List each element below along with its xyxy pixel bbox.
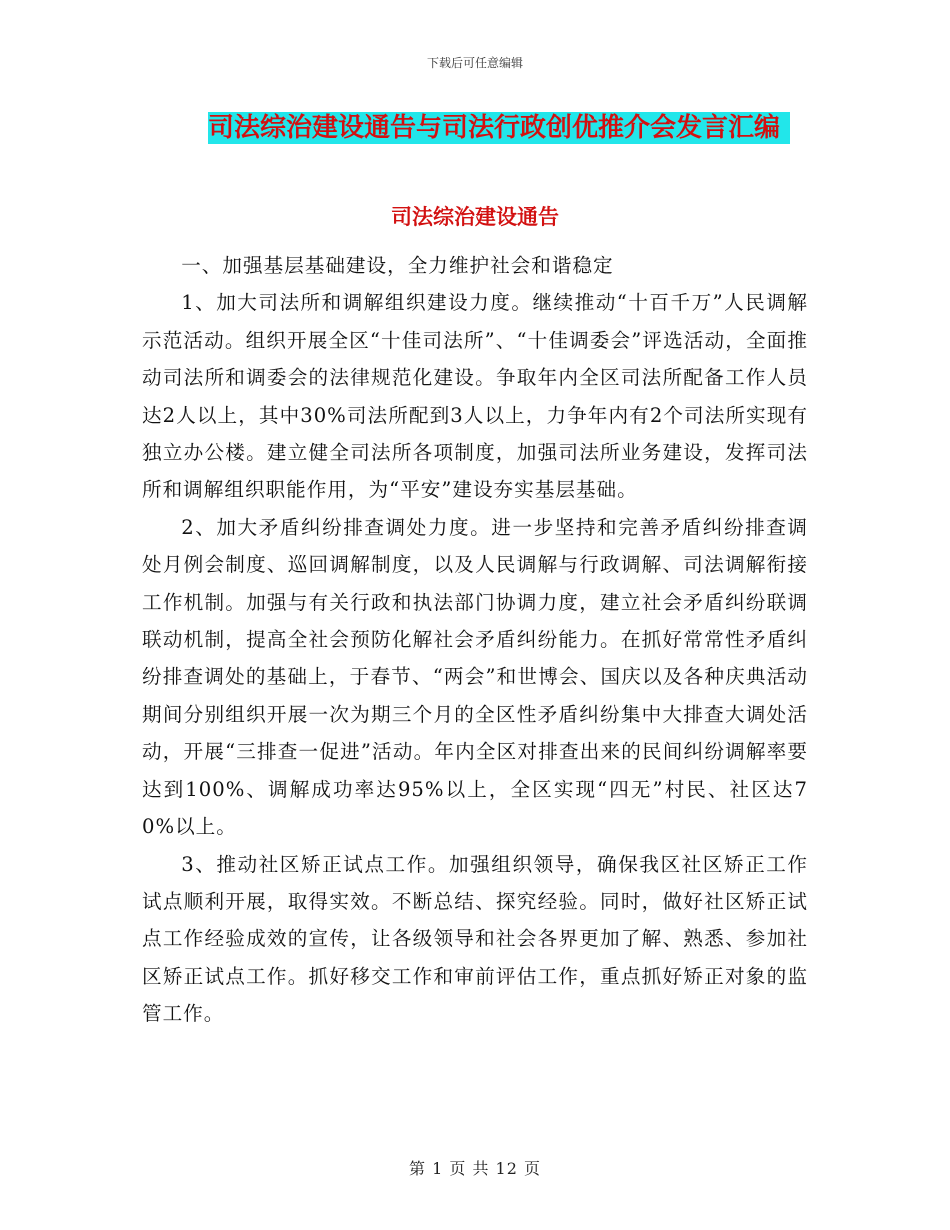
paragraph-heading: 一、加强基层基础建设，全力维护社会和谐稳定 [181, 254, 614, 277]
paragraph: 2、加大矛盾纠纷排查调处力度。进一步坚持和完善矛盾纠纷排查调处月例会制度、巡回调解制度，以及人民调解与行政调解、司法调解衔接工作机制。加强与有关行政和执法部门协调力度，建立社会矛盾纠纷联调联动机制，提高全社会预防化解社会矛盾纠纷能力。在抓好常常性矛盾纠纷排查调处的基础上，于春节、“两会”和世博会、国庆以及各种庆典活动期间分别组织开展一次为期三个月的全区性矛盾纠纷集中大排查大调处活动，开展“三排查一促进”活动。年内全区对排查出来的民间纠纷调解率要达到100%、调解成功率达95%以上，全区实现“四无”村民、社区达70%以上。 [142, 515, 808, 839]
paragraph: 1、加大司法所和调解组织建设力度。继续推动“十百千万”人民调解示范活动。组织开展全区“十佳司法所”、“十佳调委会”评选活动，全面推动司法所和调委会的法律规范化建设。争取年内全区司法所配备工作人员达2人以上，其中30%司法所配到3人以上，力争年内有2个司法所实现有独立办公楼。建立健全司法所各项制度，加强司法所业务建设，发挥司法所和调解组织职能作用，为“平安”建设夯实基层基础。 [142, 291, 808, 502]
page-number: 第 1 页 共 12 页 [409, 1159, 541, 1178]
document-title: 司法综治建设通告与司法行政创优推介会发言汇编 [208, 113, 781, 143]
paragraph: 3、推动社区矫正试点工作。加强组织领导，确保我区社区矫正工作试点顺利开展，取得实效。不断总结、探究经验。同时，做好社区矫正试点工作经验成效的宣传，让各级领导和社会各界更加了解、熟悉、参加社区矫正试点工作。抓好移交工作和审前评估工作，重点抓好矫正对象的监管工作。 [142, 852, 808, 1026]
header-note: 下载后可任意编辑 [426, 56, 523, 70]
section-title: 司法综治建设通告 [391, 205, 559, 229]
document-body [142, 247, 808, 1033]
document-title-highlight [208, 112, 790, 144]
